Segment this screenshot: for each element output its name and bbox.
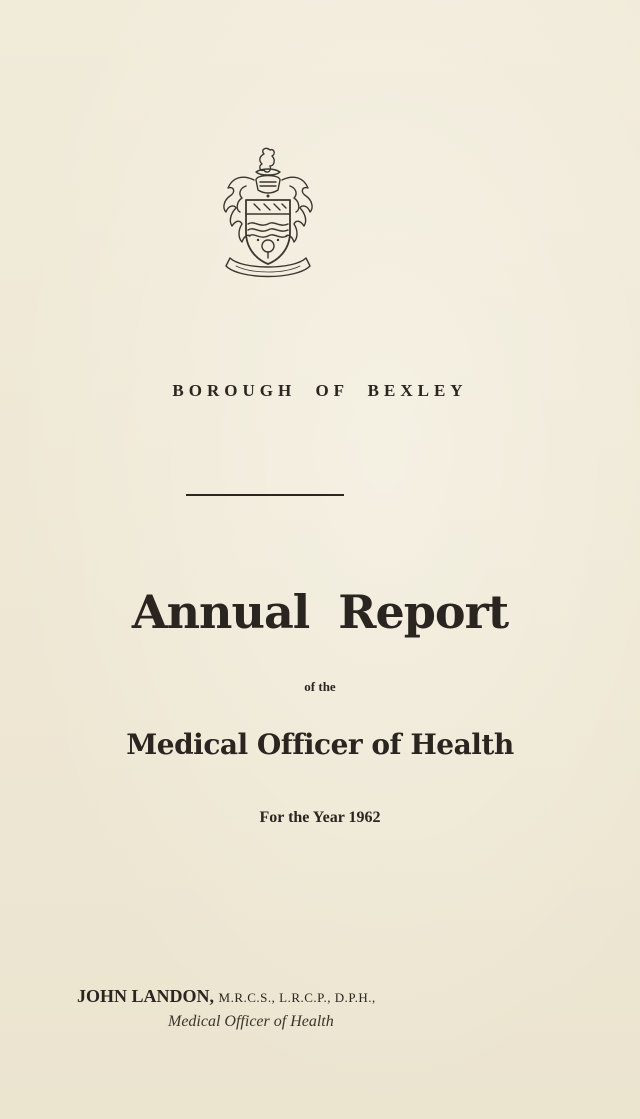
report-subtitle: Medical Officer of Health xyxy=(126,728,514,761)
horizontal-rule xyxy=(186,494,344,496)
borough-heading: BOROUGH OF BEXLEY xyxy=(172,381,468,400)
author-role: Medical Officer of Health xyxy=(168,1013,334,1030)
report-period: For the Year 1962 xyxy=(259,809,381,826)
title-connector: of the xyxy=(304,679,336,694)
coat-of-arms-icon xyxy=(212,146,322,288)
author-qualifications: M.R.C.S., L.R.C.P., D.P.H., xyxy=(218,990,376,1005)
report-title: Annual Report xyxy=(131,585,509,639)
author-line xyxy=(77,986,376,1007)
author-name: JOHN LANDON, xyxy=(77,986,215,1006)
